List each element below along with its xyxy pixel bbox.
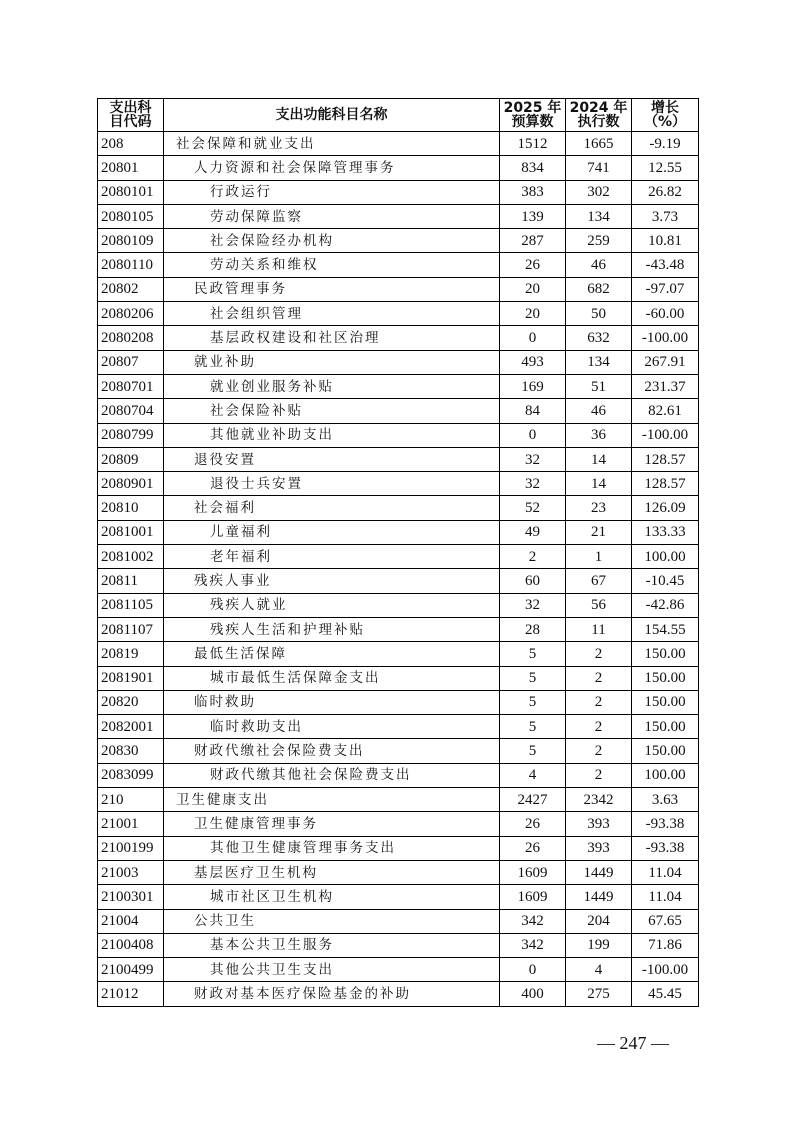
- code-cell: 20830: [98, 739, 164, 763]
- name-cell: 儿童福利: [164, 520, 500, 544]
- exec-2024-cell: 2: [566, 666, 632, 690]
- growth-cell: 267.91: [632, 350, 699, 374]
- budget-2025-cell: 26: [500, 836, 566, 860]
- budget-2025-cell: 49: [500, 520, 566, 544]
- budget-2025-cell: 4: [500, 763, 566, 787]
- header-exec-2024: 2024 年 执行数: [566, 99, 632, 132]
- code-cell: 2080208: [98, 326, 164, 350]
- budget-2025-cell: 2: [500, 545, 566, 569]
- growth-cell: -100.00: [632, 326, 699, 350]
- code-cell: 21003: [98, 860, 164, 884]
- name-cell: 社会保险补贴: [164, 399, 500, 423]
- growth-cell: 11.04: [632, 885, 699, 909]
- exec-2024-cell: 36: [566, 423, 632, 447]
- name-cell: 卫生健康管理事务: [164, 812, 500, 836]
- exec-2024-cell: 302: [566, 180, 632, 204]
- name-cell: 劳动关系和维权: [164, 253, 500, 277]
- header-code: 支出科 目代码: [98, 99, 164, 132]
- table-row: [98, 569, 699, 593]
- name-cell: 最低生活保障: [164, 642, 500, 666]
- expenditure-table: [97, 98, 699, 1007]
- exec-2024-cell: 741: [566, 156, 632, 180]
- growth-cell: -93.38: [632, 836, 699, 860]
- table-row: [98, 253, 699, 277]
- growth-cell: 11.04: [632, 860, 699, 884]
- table-row: [98, 690, 699, 714]
- code-cell: 208: [98, 132, 164, 156]
- name-cell: 财政代缴社会保险费支出: [164, 739, 500, 763]
- growth-cell: 3.73: [632, 204, 699, 228]
- budget-2025-cell: 5: [500, 715, 566, 739]
- exec-2024-cell: 1665: [566, 132, 632, 156]
- name-cell: 其他就业补助支出: [164, 423, 500, 447]
- exec-2024-cell: 134: [566, 204, 632, 228]
- growth-cell: -42.86: [632, 593, 699, 617]
- growth-cell: -100.00: [632, 423, 699, 447]
- exec-2024-cell: 2: [566, 715, 632, 739]
- table-row: [98, 788, 699, 812]
- table-row: [98, 715, 699, 739]
- table-row: [98, 593, 699, 617]
- code-cell: 2080901: [98, 472, 164, 496]
- code-cell: 2080110: [98, 253, 164, 277]
- name-cell: 退役安置: [164, 447, 500, 471]
- code-cell: 2081105: [98, 593, 164, 617]
- growth-cell: 154.55: [632, 617, 699, 641]
- budget-2025-cell: 5: [500, 690, 566, 714]
- exec-2024-cell: 11: [566, 617, 632, 641]
- exec-2024-cell: 4: [566, 958, 632, 982]
- code-cell: 20807: [98, 350, 164, 374]
- name-cell: 财政代缴其他社会保险费支出: [164, 763, 500, 787]
- table-row: [98, 350, 699, 374]
- table-row: [98, 763, 699, 787]
- budget-2025-cell: 20: [500, 277, 566, 301]
- exec-2024-cell: 259: [566, 229, 632, 253]
- code-cell: 2080701: [98, 374, 164, 398]
- exec-2024-cell: 2: [566, 690, 632, 714]
- table-row: [98, 326, 699, 350]
- budget-2025-cell: 20: [500, 302, 566, 326]
- budget-2025-cell: 60: [500, 569, 566, 593]
- code-cell: 20809: [98, 447, 164, 471]
- code-cell: 2100199: [98, 836, 164, 860]
- name-cell: 行政运行: [164, 180, 500, 204]
- header-growth: 增长 （%）: [632, 99, 699, 132]
- code-cell: 2100408: [98, 933, 164, 957]
- table-row: [98, 617, 699, 641]
- growth-cell: -60.00: [632, 302, 699, 326]
- code-cell: 2081107: [98, 617, 164, 641]
- code-cell: 2100301: [98, 885, 164, 909]
- budget-2025-cell: 139: [500, 204, 566, 228]
- exec-2024-cell: 1449: [566, 885, 632, 909]
- table-row: [98, 933, 699, 957]
- budget-2025-cell: 1609: [500, 860, 566, 884]
- table-row: [98, 666, 699, 690]
- exec-2024-cell: 1: [566, 545, 632, 569]
- name-cell: 基层医疗卫生机构: [164, 860, 500, 884]
- growth-cell: 150.00: [632, 642, 699, 666]
- growth-cell: -93.38: [632, 812, 699, 836]
- growth-cell: -43.48: [632, 253, 699, 277]
- exec-2024-cell: 199: [566, 933, 632, 957]
- exec-2024-cell: 204: [566, 909, 632, 933]
- growth-cell: -10.45: [632, 569, 699, 593]
- code-cell: 21012: [98, 982, 164, 1006]
- name-cell: 临时救助: [164, 690, 500, 714]
- budget-2025-cell: 0: [500, 326, 566, 350]
- name-cell: 其他卫生健康管理事务支出: [164, 836, 500, 860]
- budget-2025-cell: 400: [500, 982, 566, 1006]
- table-row: [98, 156, 699, 180]
- name-cell: 基层政权建设和社区治理: [164, 326, 500, 350]
- growth-cell: 100.00: [632, 763, 699, 787]
- growth-cell: 133.33: [632, 520, 699, 544]
- growth-cell: -97.07: [632, 277, 699, 301]
- header-budget-2025: 2025 年 预算数: [500, 99, 566, 132]
- growth-cell: 150.00: [632, 690, 699, 714]
- name-cell: 就业补助: [164, 350, 500, 374]
- table-row: [98, 399, 699, 423]
- name-cell: 临时救助支出: [164, 715, 500, 739]
- budget-2025-cell: 342: [500, 909, 566, 933]
- code-cell: 20820: [98, 690, 164, 714]
- name-cell: 城市社区卫生机构: [164, 885, 500, 909]
- table-row: [98, 860, 699, 884]
- exec-2024-cell: 14: [566, 447, 632, 471]
- code-cell: 21001: [98, 812, 164, 836]
- exec-2024-cell: 50: [566, 302, 632, 326]
- growth-cell: 71.86: [632, 933, 699, 957]
- growth-cell: 3.63: [632, 788, 699, 812]
- growth-cell: -100.00: [632, 958, 699, 982]
- exec-2024-cell: 393: [566, 812, 632, 836]
- growth-cell: 67.65: [632, 909, 699, 933]
- name-cell: 城市最低生活保障金支出: [164, 666, 500, 690]
- code-cell: 2080704: [98, 399, 164, 423]
- name-cell: 就业创业服务补贴: [164, 374, 500, 398]
- budget-2025-cell: 32: [500, 472, 566, 496]
- exec-2024-cell: 21: [566, 520, 632, 544]
- exec-2024-cell: 46: [566, 399, 632, 423]
- table-row: [98, 204, 699, 228]
- exec-2024-cell: 393: [566, 836, 632, 860]
- table-row: [98, 447, 699, 471]
- name-cell: 残疾人就业: [164, 593, 500, 617]
- table-row: [98, 982, 699, 1006]
- budget-2025-cell: 32: [500, 447, 566, 471]
- growth-cell: 150.00: [632, 715, 699, 739]
- table-row: [98, 472, 699, 496]
- table-row: [98, 180, 699, 204]
- table-body: [98, 132, 699, 1007]
- growth-cell: -9.19: [632, 132, 699, 156]
- budget-2025-cell: 342: [500, 933, 566, 957]
- table-row: [98, 520, 699, 544]
- budget-2025-cell: 1609: [500, 885, 566, 909]
- code-cell: 2083099: [98, 763, 164, 787]
- name-cell: 社会福利: [164, 496, 500, 520]
- exec-2024-cell: 275: [566, 982, 632, 1006]
- exec-2024-cell: 46: [566, 253, 632, 277]
- code-cell: 20811: [98, 569, 164, 593]
- table-row: [98, 132, 699, 156]
- budget-2025-cell: 28: [500, 617, 566, 641]
- growth-cell: 126.09: [632, 496, 699, 520]
- table-row: [98, 229, 699, 253]
- growth-cell: 150.00: [632, 739, 699, 763]
- exec-2024-cell: 2: [566, 739, 632, 763]
- exec-2024-cell: 14: [566, 472, 632, 496]
- budget-2025-cell: 834: [500, 156, 566, 180]
- name-cell: 民政管理事务: [164, 277, 500, 301]
- growth-cell: 128.57: [632, 472, 699, 496]
- budget-2025-cell: 5: [500, 666, 566, 690]
- exec-2024-cell: 682: [566, 277, 632, 301]
- exec-2024-cell: 2342: [566, 788, 632, 812]
- table-row: [98, 545, 699, 569]
- code-cell: 210: [98, 788, 164, 812]
- name-cell: 财政对基本医疗保险基金的补助: [164, 982, 500, 1006]
- code-cell: 20801: [98, 156, 164, 180]
- exec-2024-cell: 2: [566, 763, 632, 787]
- table-row: [98, 909, 699, 933]
- budget-2025-cell: 0: [500, 423, 566, 447]
- budget-2025-cell: 383: [500, 180, 566, 204]
- code-cell: 2082001: [98, 715, 164, 739]
- name-cell: 人力资源和社会保障管理事务: [164, 156, 500, 180]
- exec-2024-cell: 51: [566, 374, 632, 398]
- code-cell: 2080109: [98, 229, 164, 253]
- growth-cell: 100.00: [632, 545, 699, 569]
- name-cell: 社会组织管理: [164, 302, 500, 326]
- exec-2024-cell: 67: [566, 569, 632, 593]
- table-row: [98, 374, 699, 398]
- name-cell: 基本公共卫生服务: [164, 933, 500, 957]
- name-cell: 老年福利: [164, 545, 500, 569]
- name-cell: 残疾人生活和护理补贴: [164, 617, 500, 641]
- budget-2025-cell: 1512: [500, 132, 566, 156]
- exec-2024-cell: 632: [566, 326, 632, 350]
- growth-cell: 10.81: [632, 229, 699, 253]
- name-cell: 社会保障和就业支出: [164, 132, 500, 156]
- budget-2025-cell: 0: [500, 958, 566, 982]
- code-cell: 20810: [98, 496, 164, 520]
- exec-2024-cell: 23: [566, 496, 632, 520]
- growth-cell: 45.45: [632, 982, 699, 1006]
- budget-2025-cell: 287: [500, 229, 566, 253]
- table-row: [98, 302, 699, 326]
- budget-2025-cell: 5: [500, 739, 566, 763]
- name-cell: 退役士兵安置: [164, 472, 500, 496]
- name-cell: 其他公共卫生支出: [164, 958, 500, 982]
- budget-2025-cell: 493: [500, 350, 566, 374]
- budget-2025-cell: 26: [500, 812, 566, 836]
- header-name: 支出功能科目名称: [164, 99, 500, 132]
- table-row: [98, 958, 699, 982]
- table-row: [98, 496, 699, 520]
- name-cell: 残疾人事业: [164, 569, 500, 593]
- code-cell: 2100499: [98, 958, 164, 982]
- budget-2025-cell: 2427: [500, 788, 566, 812]
- budget-2025-cell: 52: [500, 496, 566, 520]
- table-row: [98, 885, 699, 909]
- code-cell: 2081001: [98, 520, 164, 544]
- budget-2025-cell: 5: [500, 642, 566, 666]
- growth-cell: 82.61: [632, 399, 699, 423]
- code-cell: 2081901: [98, 666, 164, 690]
- code-cell: 2081002: [98, 545, 164, 569]
- table-row: [98, 836, 699, 860]
- code-cell: 2080799: [98, 423, 164, 447]
- budget-2025-cell: 169: [500, 374, 566, 398]
- growth-cell: 128.57: [632, 447, 699, 471]
- name-cell: 社会保险经办机构: [164, 229, 500, 253]
- page-number: — 247 —: [597, 1033, 669, 1053]
- name-cell: 公共卫生: [164, 909, 500, 933]
- budget-2025-cell: 32: [500, 593, 566, 617]
- table-row: [98, 812, 699, 836]
- code-cell: 2080105: [98, 204, 164, 228]
- table-row: [98, 277, 699, 301]
- name-cell: 卫生健康支出: [164, 788, 500, 812]
- budget-2025-cell: 84: [500, 399, 566, 423]
- name-cell: 劳动保障监察: [164, 204, 500, 228]
- exec-2024-cell: 56: [566, 593, 632, 617]
- code-cell: 20819: [98, 642, 164, 666]
- exec-2024-cell: 134: [566, 350, 632, 374]
- table-row: [98, 423, 699, 447]
- budget-2025-cell: 26: [500, 253, 566, 277]
- table-row: [98, 642, 699, 666]
- exec-2024-cell: 2: [566, 642, 632, 666]
- exec-2024-cell: 1449: [566, 860, 632, 884]
- table-header-row: [98, 99, 699, 132]
- code-cell: 2080206: [98, 302, 164, 326]
- code-cell: 20802: [98, 277, 164, 301]
- growth-cell: 150.00: [632, 666, 699, 690]
- growth-cell: 12.55: [632, 156, 699, 180]
- code-cell: 2080101: [98, 180, 164, 204]
- table-row: [98, 739, 699, 763]
- code-cell: 21004: [98, 909, 164, 933]
- growth-cell: 26.82: [632, 180, 699, 204]
- growth-cell: 231.37: [632, 374, 699, 398]
